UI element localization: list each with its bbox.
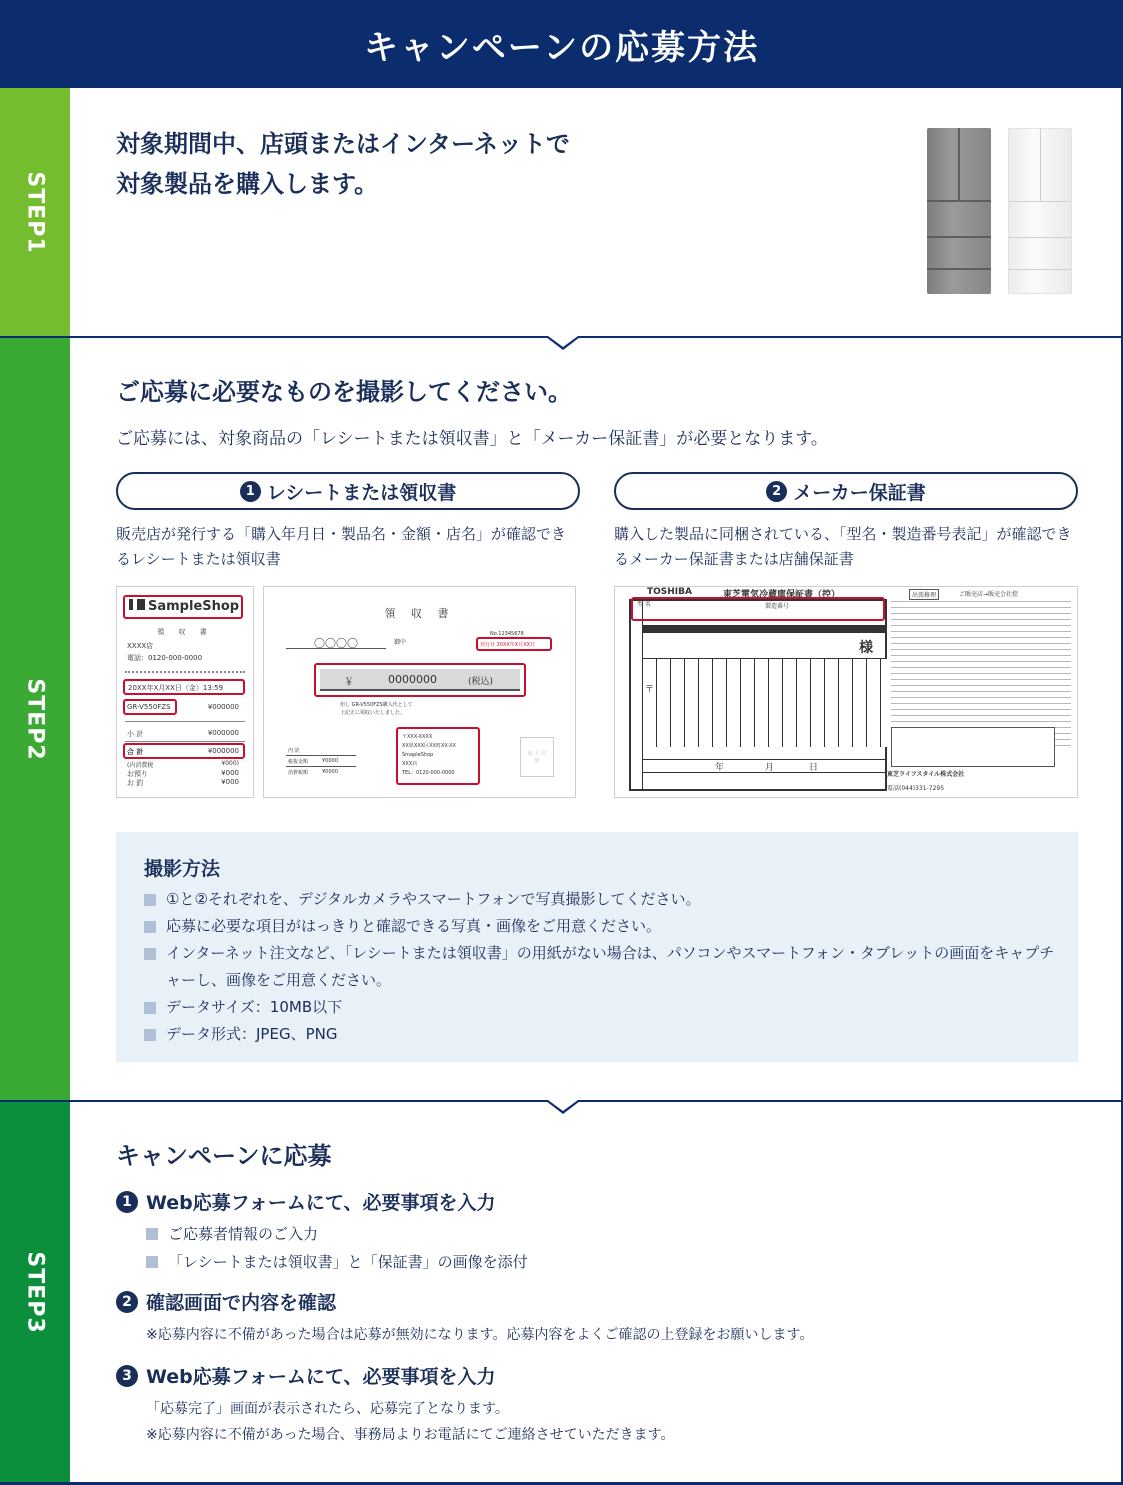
invoice-title: 領 収 書 [384, 607, 455, 620]
invoice-memo2: 上記正に領収いたしました。 [340, 710, 406, 716]
warranty-tag-repair: 出張修理 [909, 589, 939, 600]
step3-item-3 [116, 1362, 495, 1389]
step2-section [0, 338, 1121, 1100]
warranty-month: 月 [765, 763, 775, 773]
warranty-sample-image [614, 586, 1078, 798]
receipt-heading-label: レシートまたは領収書 [266, 481, 457, 504]
receipt-branch: XXXX店 [127, 642, 154, 650]
warranty-description: 購入した製品に同梱されている、「型名・製造番号表記」が確認できるメーカー保証書または店舗保証書 [614, 525, 1072, 568]
step-divider-arrow [546, 337, 580, 350]
step2-description: ご応募には、対象商品の「レシートまたは領収書」と「メーカー保証書」が必要となります。 [116, 429, 828, 449]
step1-title-line2: 対象製品を購入します。 [116, 170, 379, 198]
step-divider-arrow [546, 1101, 580, 1114]
invoice-shop-address: 〒XXX-XXXX XX県XXX区XX町XX-XX SmapleShop XXX店 TEL：0120-000-0000 [402, 734, 456, 776]
list-item: データサイズ：10MB以下 [144, 994, 1064, 1021]
invoice-tax-amount: ¥0000 [322, 769, 338, 775]
number-1-icon: 1 [240, 481, 261, 502]
receipt-tax: ¥000) [221, 760, 239, 767]
number-2-icon: 2 [766, 481, 787, 502]
number-2-icon: 2 [116, 1291, 138, 1313]
invoice-yen: ￥ [344, 677, 354, 688]
invoice-number: No.12345678 [490, 631, 524, 637]
receipt-description: 販売店が発行する「購入年月日・製品名・金額・店名」が確認できるレシートまたは領収書 [116, 525, 567, 568]
warranty-sama: 様 [859, 640, 873, 656]
page-header [0, 0, 1123, 88]
photo-instructions-title: 撮影方法 [144, 858, 221, 880]
step3-item-3-note2: ※応募内容に不備があった場合、事務局よりお電話にてご連絡させていただきます。 [146, 1427, 675, 1443]
receipt-datetime: 20XX年X月XX日（金）13:59 [128, 684, 224, 692]
warranty-day: 日 [809, 763, 819, 773]
invoice-breakdown-label: 内 訳 [288, 748, 300, 754]
invoice-sample-image [263, 586, 576, 798]
fridge-white-image [1008, 128, 1072, 294]
list-item: ご応募者情報のご入力 [146, 1220, 528, 1248]
step3-item-3-note1: 「応募完了」画面が表示されたら、応募完了となります。 [146, 1401, 509, 1417]
receipt-tel: 電話：0120-000-0000 [127, 654, 203, 662]
step2-tab [0, 338, 70, 1100]
warranty-zip: 〒 [645, 682, 654, 695]
warranty-company: 東芝ライフスタイル株式会社 [887, 771, 965, 778]
step3-tab [0, 1102, 70, 1482]
receipt-deposit: ¥000 [221, 769, 239, 777]
list-item: ①と②それぞれを、デジタルカメラやスマートフォンで写真撮影してください。 [144, 886, 1064, 913]
invoice-tax-ex-label: 税抜金額 [288, 759, 309, 765]
warranty-heading-label: メーカー保証書 [793, 481, 926, 504]
list-item: データ形式：JPEG、PNG [144, 1021, 1064, 1048]
receipt-subtotal-label: 小 計 [127, 730, 144, 738]
receipt-tax-label: (内消費税 [127, 762, 154, 769]
step3-item-2-note: ※応募内容に不備があった場合は応募が無効になります。応募内容をよくご確認の上登録をお願いします。 [146, 1327, 814, 1343]
warranty-brand: TOSHIBA [647, 587, 692, 597]
invoice-amount: 0000000 [388, 673, 437, 686]
step3-title: キャンペーンに応募 [116, 1142, 332, 1170]
warranty-year: 年 [715, 763, 725, 773]
step3-item-1-label: Web応募フォームにて、必要事項を入力 [146, 1192, 496, 1214]
receipt-heading [116, 472, 580, 510]
receipt-total-label: 合 計 [127, 748, 144, 756]
photo-instructions-list [144, 886, 1064, 1048]
fridge-dark-image [927, 128, 991, 294]
invoice-issue-date: 発行日 20XX年X月XX日 [480, 642, 536, 648]
list-item: 「レシートまたは領収書」と「保証書」の画像を添付 [146, 1248, 528, 1276]
receipt-change-label: お 釣 [127, 779, 144, 787]
warranty-tag-dealer: ご販売店→販売会社控 [959, 591, 1019, 598]
step1-title-line1: 対象期間中、店頭またはインターネットで [116, 130, 570, 158]
receipt-deposit-label: お預り [127, 770, 148, 778]
step1-section [0, 88, 1121, 336]
step3-section [0, 1102, 1121, 1482]
step3-item-2-label: 確認画面で内容を確認 [146, 1292, 337, 1314]
receipt-subtotal: ¥000000 [207, 729, 239, 737]
step2-title: ご応募に必要なものを撮影してください。 [116, 378, 572, 406]
warranty-serial-label: 製造番号 [765, 603, 790, 610]
step3-item-3-label: Web応募フォームにて、必要事項を入力 [146, 1366, 496, 1388]
page-title: キャンペーンの応募方法 [363, 27, 760, 68]
receipt-shop-name: SampleShop [129, 599, 239, 614]
invoice-tax-note: (税込) [468, 677, 494, 687]
invoice-memo1: 但し GR-V550FZS購入代として [340, 702, 413, 708]
invoice-recipient: 〇〇〇〇 [286, 635, 386, 649]
step2-tab-label: STEP2 [22, 677, 48, 761]
step1-tab [0, 88, 70, 336]
list-item: 応募に必要な項目がはっきりと確認できる写真・画像をご用意ください。 [144, 913, 1064, 940]
receipt-total: ¥000000 [207, 747, 239, 755]
receipt-sample-image [116, 586, 254, 798]
receipt-price: ¥000000 [207, 703, 239, 711]
warranty-heading [614, 472, 1078, 510]
step3-item-1-list [146, 1220, 528, 1276]
photo-instructions-box [116, 832, 1078, 1062]
step1-title [116, 124, 716, 204]
warranty-title: 東芝電気冷蔵庫保証書（控） [723, 590, 841, 600]
step3-item-2 [116, 1288, 336, 1315]
number-3-icon: 3 [116, 1365, 138, 1387]
invoice-honorific: 御中 [394, 639, 407, 646]
step3-item-1 [116, 1188, 495, 1215]
step1-tab-label: STEP1 [22, 170, 48, 254]
warranty-company-tel: 電話(044)331-7295 [887, 785, 945, 792]
invoice-tax-amount-label: 消費税額 [288, 770, 309, 776]
receipt-model: GR-V550FZS [127, 703, 171, 711]
warranty-model-label: 型 名 [637, 601, 651, 608]
revenue-stamp: 収 入 印 紙 [520, 737, 554, 777]
step3-tab-label: STEP3 [22, 1250, 48, 1334]
number-1-icon: 1 [116, 1191, 138, 1213]
list-item: インターネット注文など、「レシートまたは領収書」の用紙がない場合は、パソコンやスマートフォン・タブレットの画面をキャプチャーし、画像をご用意ください。 [144, 940, 1064, 994]
invoice-tax-ex: ¥0000 [322, 758, 338, 764]
receipt-title: 領 収 書 [157, 628, 213, 636]
receipt-change: ¥000 [221, 778, 239, 786]
